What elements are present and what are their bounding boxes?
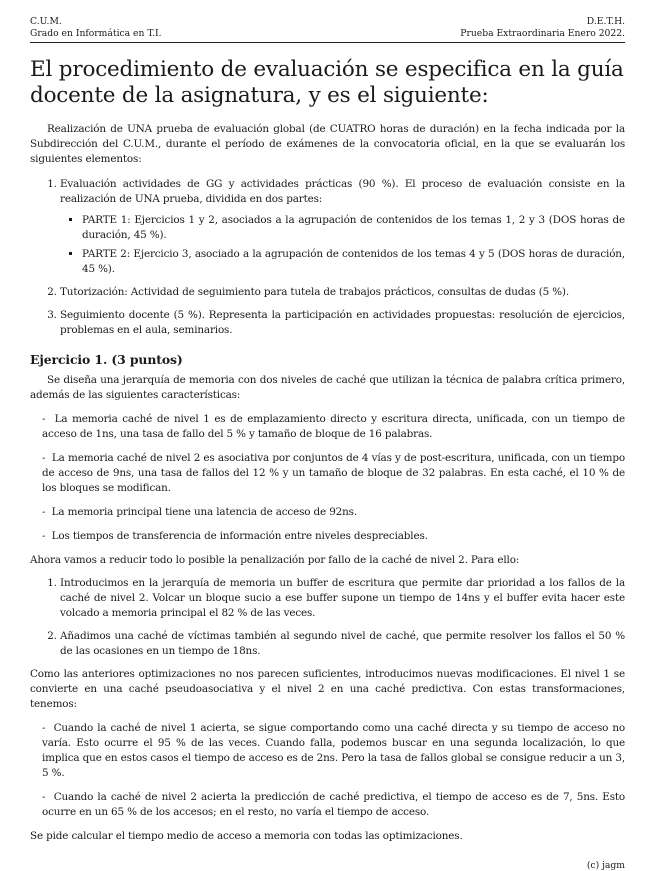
evaluation-list xyxy=(30,177,625,338)
part-2: ▪ PARTE 2: Ejercicio 3, asociado a la agrupación de contenidos de los temas 4 y 5 (DOS horas de duración, 45 %). xyxy=(82,247,625,277)
feature-item: - La memoria principal tiene una latencia de acceso de 92ns. xyxy=(42,506,357,518)
question: Se pide calcular el tiempo medio de acceso a memoria con todas las optimizaciones. xyxy=(30,830,463,842)
feature-main-memory: La memoria principal tiene una latencia de acceso de 92ns. xyxy=(51,506,357,518)
header-degree: Grado en Informática en T.I. xyxy=(30,28,162,39)
optimization-write-buffer: 1. Introducimos en la jerarquía de memoria un buffer de escritura que permite dar prioridad a los fallos de la caché de nivel 2. Volcar un bloque sucio a ese buffer supone un tiempo de 14ns y el buffer evita hacer este volcado a memoria principal el 82 % de las veces. xyxy=(60,576,625,621)
header-department: D.E.T.H. xyxy=(586,16,625,27)
feature-transfer-times: Los tiempos de transferencia de información entre niveles despreciables. xyxy=(51,530,428,542)
modification-l2: Cuando la caché de nivel 2 acierta la predicción de caché predictiva, el tiempo de acceso es de 7, 5ns. Esto ocurre en un 65 % de los accesos; en el resto, no varía el tiempo de acceso. xyxy=(42,791,626,818)
document-page xyxy=(30,16,625,871)
new-modifications: Como las anteriores optimizaciones no nos parecen suficientes, introducimos nuevas modificaciones. El nivel 1 se convierte en una caché pseudoasociativa y el nivel 2 en una caché predictiva. Con estas transformaciones, tenemos: xyxy=(30,668,625,710)
feature-item: - La memoria caché de nivel 2 es asociativa por conjuntos de 4 vías y de post-escritura, unificada, con un tiempo de acceso de 9ns, una tasa de fallos del 12 % y un tamaño de bloque de 32 palabras. En esta caché, el 10 % de los bloques se modifican. xyxy=(42,452,625,494)
feature-item: - La memoria caché de nivel 1 es de emplazamiento directo y escritura directa, unificada, con un tiempo de acceso de 1ns, una tasa de fallo del 5 % y tamaño de bloque de 16 palabras. xyxy=(42,413,625,440)
exercise-intro: Se diseña una jerarquía de memoria con dos niveles de caché que utilizan la técnica de palabra crítica primero, además de las siguientes características: xyxy=(30,374,625,401)
feature-l1-cache: La memoria caché de nivel 1 es de emplazamiento directo y escritura directa, unificada, con un tiempo de acceso de 1ns, una tasa de fallo del 5 % y tamaño de bloque de 16 palabras. xyxy=(42,413,625,440)
feature-item: - Los tiempos de transferencia de información entre niveles despreciables. xyxy=(42,530,428,542)
list-item xyxy=(60,177,625,277)
feature-l2-cache: La memoria caché de nivel 2 es asociativa por conjuntos de 4 vías y de post-escritura, unificada, con un tiempo de acceso de 9ns, una tasa de fallos del 12 % y un tamaño de bloque de 32 palabras. En esta caché, el 10 % de los bloques se modifican. xyxy=(42,452,625,494)
header-institution: C.U.M. xyxy=(30,16,62,27)
exercise-title: Ejercicio 1. (3 puntos) xyxy=(30,352,183,367)
footer-copyright: (c) jagm xyxy=(586,860,625,871)
header-exam: Prueba Extraordinaria Enero 2022. xyxy=(460,28,625,39)
modification-item: - Cuando la caché de nivel 2 acierta la predicción de caché predictiva, el tiempo de acceso es de 7, 5ns. Esto ocurre en un 65 % de los accesos; en el resto, no varía el tiempo de acceso. xyxy=(42,791,626,818)
evaluation-item-2: 2. Tutorización: Actividad de seguimiento para tutela de trabajos prácticos, consultas de dudas (5 %). xyxy=(60,285,625,300)
running-header xyxy=(30,16,625,40)
modification-item: - Cuando la caché de nivel 1 acierta, se sigue comportando como una caché directa y su tiempo de acceso no varía. Esto ocurre el 95 % de las veces. Cuando falla, podemos buscar en una segunda localización, lo que implica que en estos casos el tiempo de acceso es de 2ns. Pero la tasa de fallos global se consigue reducir a un 3, 5 %. xyxy=(42,722,625,779)
parts-list xyxy=(60,213,625,277)
intro-paragraph: Realización de UNA prueba de evaluación global (de CUATRO horas de duración) en la fecha indicada por la Subdirección del C.U.M., durante el período de exámenes de la convocatoria oficial, en la que se evaluarán los siguientes elementos: xyxy=(30,123,625,165)
optimization-victim-cache: 2. Añadimos una caché de víctimas también al segundo nivel de caché, que permite resolver los fallos el 50 % de las ocasiones en un tiempo de 18ns. xyxy=(60,629,625,659)
reduce-intro: Ahora vamos a reducir todo lo posible la penalización por fallo de la caché de nivel 2. Para ello: xyxy=(30,554,520,566)
evaluation-item-3: 3. Seguimiento docente (5 %). Representa la participación en actividades propuestas: resolución de ejercicios, problemas en el aula, seminarios. xyxy=(60,308,625,338)
part-1: ▪ PARTE 1: Ejercicios 1 y 2, asociados a la agrupación de contenidos de los temas 1, 2 y 3 (DOS horas de duración, 45 %). xyxy=(82,213,625,243)
evaluation-item-1: Evaluación actividades de GG y actividades prácticas (90 %). El proceso de evaluación consiste en la realización de UNA prueba, dividida en dos partes: xyxy=(60,178,625,205)
page-title: El procedimiento de evaluación se especifica en la guía docente de la asignatura, y es el siguiente: xyxy=(30,57,624,108)
header-rule xyxy=(30,42,625,43)
modification-l1: Cuando la caché de nivel 1 acierta, se sigue comportando como una caché directa y su tiempo de acceso no varía. Esto ocurre el 95 % de las veces. Cuando falla, podemos buscar en una segunda localización, lo que implica que en estos casos el tiempo de acceso es de 2ns. Pero la tasa de fallos global se consigue reducir a un 3, 5 %. xyxy=(42,722,625,779)
optimizations-list xyxy=(30,576,625,659)
